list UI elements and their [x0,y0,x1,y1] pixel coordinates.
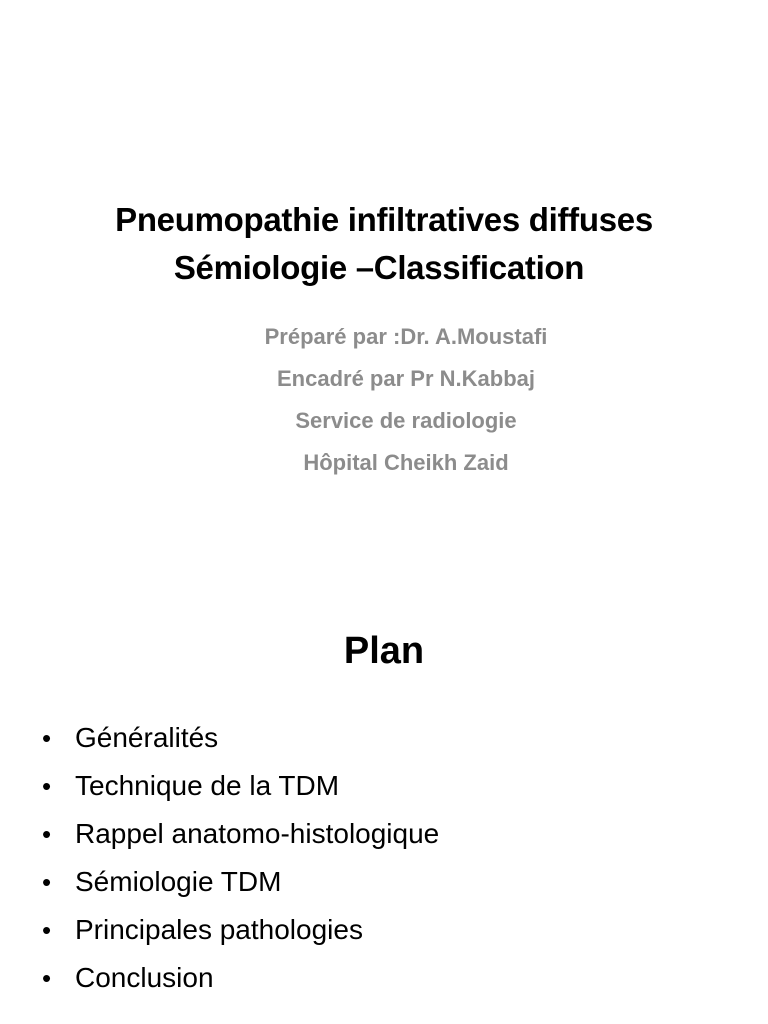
subtitle-author: Préparé par :Dr. A.Moustafi [264,324,548,349]
list-item-text: Sémiologie TDM [75,866,282,897]
bullet-icon: • [42,963,52,993]
list-item [42,906,439,954]
list-item-text: Conclusion [75,962,214,993]
list-item [42,858,439,906]
plan-slide [0,576,768,1024]
plan-heading: Plan [343,630,425,672]
subtitle-hospital: Hôpital Cheikh Zaid [303,450,509,475]
bullet-icon: • [42,771,52,801]
presentation-title [0,196,768,292]
title-line-1: Pneumopathie infiltratives diffuses [115,201,653,238]
bullet-icon: • [42,867,52,897]
list-item-text: Rappel anatomo-histologique [75,818,440,849]
list-item-text: Technique de la TDM [75,770,340,801]
bullet-icon: • [42,723,52,753]
plan-list [42,714,439,1002]
subtitle-department: Service de radiologie [295,408,517,433]
subtitle-block [0,316,768,484]
list-item [42,714,439,762]
list-item-text: Principales pathologies [75,914,363,945]
list-item [42,954,439,1002]
title-line-2: Sémiologie –Classification [173,249,585,286]
list-item [42,810,439,858]
bullet-icon: • [42,819,52,849]
list-item [42,762,439,810]
list-item-text: Généralités [75,722,219,753]
subtitle-supervisor: Encadré par Pr N.Kabbaj [277,366,535,391]
bullet-icon: • [42,915,52,945]
